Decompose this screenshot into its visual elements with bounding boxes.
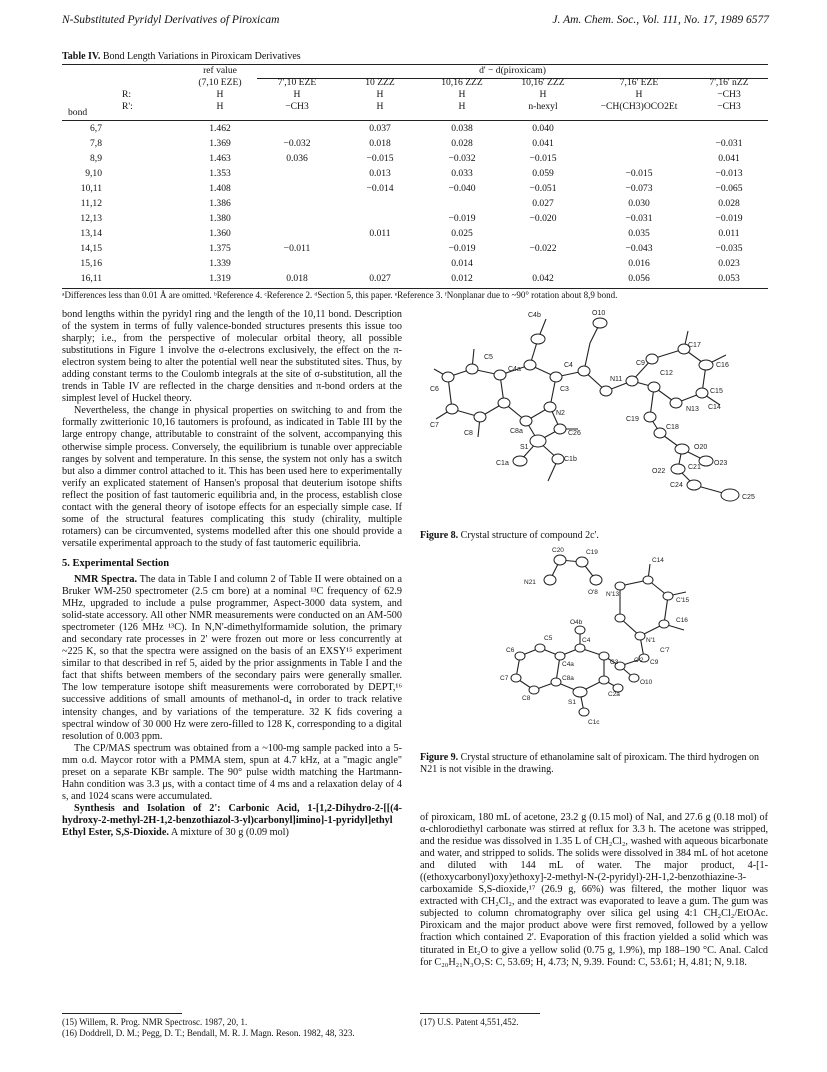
table-row-bond: 12,13 <box>80 213 102 224</box>
fig9-label: C7 <box>500 675 509 682</box>
bond-header: bond <box>68 107 88 118</box>
figure-8-crystal-structure <box>430 309 760 509</box>
table-cell: −0.020 <box>529 213 557 224</box>
table-cell: 0.011 <box>369 228 391 239</box>
fig8-label: N2 <box>556 410 565 417</box>
table-cell: 0.011 <box>718 228 740 239</box>
table-cell: 0.035 <box>628 228 650 239</box>
table-cell: 0.025 <box>451 228 473 239</box>
table-bottom-rule <box>62 288 768 289</box>
table-cell: 0.033 <box>451 168 473 179</box>
running-header-journal: J. Am. Chem. Soc., Vol. 111, No. 17, 1989 6577 <box>552 14 769 26</box>
fig9-label: C8a <box>562 675 574 682</box>
table-cell: 1.408 <box>209 183 231 194</box>
table-cell: −0.031 <box>715 138 743 149</box>
fig8-label: C1b <box>564 456 577 463</box>
table-cell: 0.040 <box>532 123 554 134</box>
bond-length-table <box>62 64 768 290</box>
references-left <box>62 1013 402 1038</box>
table-cell: 1.369 <box>209 138 231 149</box>
figure-9-caption <box>420 752 768 776</box>
table-cell: 0.036 <box>286 153 308 164</box>
table-cell: −0.015 <box>529 153 557 164</box>
references-right-rule <box>420 1013 540 1014</box>
fig9-label: S1 <box>568 699 576 706</box>
table-cell: 0.037 <box>369 123 391 134</box>
table-cell: 0.056 <box>628 273 650 284</box>
figure-8-caption-label: Figure 8. <box>420 530 459 541</box>
figure-9-labels <box>500 547 690 726</box>
fig9-label: O'8 <box>588 589 598 596</box>
left-paragraph-4: The CP/MAS spectrum was obtained from a ~100-mg sample packed into a 5-mm o.d. Maycor rotor with a PMMA stem, spun at 4.7 kHz, at a "magic angle" preset on a separate KBr sample. The 90° pulse width matching the Hartmann-Hahn condition was 3.3 μs, with a contact time of 4 ms and a relaxation delay of 4 s, and 1024 scans were accumulated. <box>62 742 402 802</box>
table-cell: −0.051 <box>529 183 557 194</box>
left-paragraph-1: bond lengths within the pyridyl ring and the length of the 10,11 bond. Description of the system in terms of fully valence-bonded structures presents this issue too sharply; i.e., from the perspective of molecular orbital theory, all possible substitutions in Figure 1 involve the σ-electrons exclusively, the effect on the π-electron system being to alter the potential well near the substituted sites. Thus, by adding constant terms to the Coulomb integrals at the site of σ-substitution, all the trends in Table IV are reflected in the charge densities and π-bond orders at the simplest level of Huckel theory. <box>62 309 402 405</box>
table-cell: 0.027 <box>369 273 391 284</box>
fig9-label: N'13 <box>606 591 620 598</box>
fig8-label: C6 <box>430 386 439 393</box>
row-label-r: R: <box>122 89 132 100</box>
table-cell: −0.040 <box>448 183 476 194</box>
fig9-label: C8 <box>522 695 531 702</box>
table-cell: −0.073 <box>625 183 653 194</box>
fig8-label: O10 <box>592 310 606 317</box>
table-row-bond: 13,14 <box>80 228 102 239</box>
fig8-label: C8a <box>510 428 523 435</box>
column-header-top: 7',10 EZE <box>277 77 317 88</box>
diff-header: d' − d(piroxicam) <box>479 65 546 76</box>
reference-17: (17) U.S. Patent 4,551,452. <box>420 1017 519 1027</box>
fig9-label: O10 <box>640 679 653 686</box>
section-title: 5. Experimental Section <box>62 557 170 569</box>
table-cell: 1.353 <box>209 168 231 179</box>
fig8-label: C17 <box>688 342 701 349</box>
fig9-label: C6 <box>506 647 515 654</box>
reference-15: (15) Willem, R. Prog. NMR Spectrosc. 1987, 20, 1. <box>62 1017 248 1027</box>
table-row-bond: 11,12 <box>80 198 102 209</box>
table-cell: −0.015 <box>625 168 653 179</box>
fig8-label: C12 <box>660 370 673 377</box>
table-cell: 0.059 <box>532 168 554 179</box>
fig8-label: C1a <box>496 460 509 467</box>
table-cell: −0.032 <box>448 153 476 164</box>
nmr-spectra-lead: NMR Spectra. <box>74 573 138 585</box>
table-row-bond: 10,11 <box>80 183 102 194</box>
fig8-label: S1 <box>520 444 529 451</box>
fig8-label: N11 <box>610 376 623 383</box>
table-cell: 1.375 <box>209 243 231 254</box>
running-header <box>62 14 769 30</box>
fig8-label: C14 <box>708 404 721 411</box>
running-header-title: N-Substituted Pyridyl Derivatives of Piroxicam <box>62 14 280 26</box>
table-header-rule <box>62 120 768 121</box>
figure-9-caption-label: Figure 9. <box>420 752 459 763</box>
fig9-label: C2a <box>608 691 620 698</box>
table-cell: 0.014 <box>451 258 473 269</box>
reference-16: (16) Doddrell, D. M.; Pegg, D. T.; Bendall, M. R. J. Magn. Reson. 1982, 48, 323. <box>62 1027 355 1038</box>
table-cell: 0.016 <box>628 258 650 269</box>
column-header-rp: −CH(CH3)OCO2Et <box>600 101 678 112</box>
table-cell: 0.018 <box>369 138 391 149</box>
column-header-r: H <box>635 89 643 100</box>
fig9-label: C20 <box>552 547 564 554</box>
table-caption-text: Bond Length Variations in Piroxicam Derivatives <box>102 51 301 62</box>
figure-9-crystal-structure <box>500 540 720 730</box>
fig8-label: C8 <box>464 430 473 437</box>
table-cell: −0.015 <box>366 153 394 164</box>
table-cell: 1.463 <box>209 153 231 164</box>
column-header-top: 10,16' ZZZ <box>521 77 565 88</box>
table-top-rule <box>62 64 768 65</box>
fig8-label: C7 <box>430 422 439 429</box>
table-cell: 0.038 <box>451 123 473 134</box>
table-cell: 0.030 <box>628 198 650 209</box>
table-cell: 0.023 <box>718 258 740 269</box>
table-cell: 0.028 <box>718 198 740 209</box>
fig9-label: C19 <box>586 549 598 556</box>
table-cell: 1.380 <box>209 213 231 224</box>
column-header-r: H <box>376 89 384 100</box>
table-cell: 0.041 <box>718 153 740 164</box>
fig8-label: C21 <box>688 464 701 471</box>
left-column <box>62 309 402 839</box>
ref-value-header-3: H <box>216 101 224 112</box>
right-paragraph-1: of piroxicam, 180 mL of acetone, 23.2 g (0.15 mol) of NaI, and 27.6 g (0.18 mol) of α-chlorodiethyl carbonate was stirred at reflux for 3.3 h. The acetone was stripped, and the residue was dissolved in 1.35 L of CH₂Cl₂, washed with aqueous bicarbonate and water, and stripped to solids. The solids were dissolved in 384 mL of hot acetone and diluted with 144 mL of water. The major product, 4-[1-((ethoxycarbonyl)oxy)ethoxy]-2-methyl-N-(2-pyridyl)-2H-1,2-benzothiazine-3-carboxamide S,S-dioxide,¹⁷ (26.9 g, 66%) was filtered, the mother liquor was extracted with CH₂Cl₂, and the extract was evaporated to leave a gum. The gum was subjected to column chromatography over silica gel using 4:1 CH₂Cl₂/EtOAc. Piroxicam and the major product above were first removed, followed by a yellow fraction which contained 2'. Evaporation of this fraction yielded a solid which was titurated in Et₂O to give a yellow solid (0.75 g, 1.9%), mp 188–190 °C. Anal. Calcd for C₂₀H₂₁N₃O₇S: C, 53.69; H, 4.73; N, 9.39. Found: C, 53.61; H, 4.81; N, 9.18. <box>420 812 768 968</box>
table-cell: 0.042 <box>532 273 554 284</box>
fig9-label: C9 <box>650 659 659 666</box>
table-cell: −0.011 <box>283 243 311 254</box>
table-footnote: ᵃDifferences less than 0.01 Å are omitted. ᵇReference 4. ᶜReference 2. ᵈSection 5, this paper. ᵉReference 3. ᶠNonplanar due to ~90° rotation about 8,9 bond. <box>62 290 618 300</box>
table-cell: 0.013 <box>369 168 391 179</box>
synthesis-lead: Synthesis and Isolation of 2': Carbonic Acid, 1-[1,2-Dihydro-2-[[(4-hydroxy-2-methyl-2H-1,2-benzothiazol-3-yl)carbonyl]imino]-1-pyridyl]ethyl Ethyl Ester, S,S-Dioxide. <box>62 802 402 838</box>
column-header-rp: H <box>458 101 466 112</box>
ref-value-header-1: (7,10 EZE) <box>198 77 242 88</box>
references-right <box>420 1013 768 1028</box>
table-caption-label: Table IV. <box>62 51 101 62</box>
fig9-label: C'2 <box>634 657 644 664</box>
table-cell: −0.013 <box>715 168 743 179</box>
ref-value-header-2: H <box>216 89 224 100</box>
fig9-label: C14 <box>652 557 664 564</box>
table-cell: −0.022 <box>529 243 557 254</box>
fig8-label: C16 <box>716 362 729 369</box>
fig9-label: C1c <box>588 719 600 726</box>
column-header-rp: n-hexyl <box>528 101 558 112</box>
fig8-label: C3 <box>560 386 569 393</box>
column-header-rp: H <box>376 101 384 112</box>
table-cell: 0.041 <box>532 138 554 149</box>
fig8-label: C4 <box>564 362 573 369</box>
column-header-top: 10 ZZZ <box>365 77 395 88</box>
table-cell: 0.018 <box>286 273 308 284</box>
fig9-label: C3 <box>610 659 619 666</box>
fig9-label: C'7 <box>660 647 670 654</box>
table-row-bond: 6,7 <box>90 123 102 134</box>
fig9-label: N21 <box>524 579 536 586</box>
table-cell: 0.028 <box>451 138 473 149</box>
right-column <box>420 812 768 969</box>
table-cell: 1.360 <box>209 228 231 239</box>
nmr-spectra-text: The data in Table I and column 2 of Table II were obtained on a Bruker WM-250 spectrometer (2.5 cm bore) at a nominal ¹³C frequency of 62.9 MHz, upgraded to include a pulse programmer, Aspect-3000 data system, and solid-state accessory. All other NMR measurements were conducted on an AM-500 spectrometer (126 MHz ¹³C). In N,N'-dimethylformamide solution, the primary and secondary rate processes in 2' were frozen out more or less concurrently at ~225 K, so that the spectra were assigned on the basis of an EXSY¹⁵ experiment similar to that described in ref 5, aided by the prior assignments in Table I and the fact that shifts between members of the secondary pairs were generally smaller. The low temperature isotope shift measurements were corroborated by DEPT,¹⁶ successive additions of small amounts of methanol-d₄ in order to track relative intensity changes, and by variations of the temperature. 32 K fids covering a spectral window of 30 000 Hz were zero-filled to 128 K, corresponding to a digital resolution of 0.003 ppm. <box>62 573 402 742</box>
table-cell: −0.035 <box>715 243 743 254</box>
column-header-r: H <box>458 89 466 100</box>
table-cell: −0.019 <box>448 243 476 254</box>
table-cell: −0.043 <box>625 243 653 254</box>
fig9-label: C5 <box>544 635 553 642</box>
fig8-label: C9 <box>636 360 645 367</box>
table-caption <box>62 51 301 62</box>
table-cell: −0.065 <box>715 183 743 194</box>
table-cell: −0.019 <box>715 213 743 224</box>
fig8-label: C25 <box>742 494 755 501</box>
column-header-r: H <box>539 89 547 100</box>
table-cell: 1.386 <box>209 198 231 209</box>
synthesis-text: A mixture of 30 g (0.09 mol) <box>168 826 289 838</box>
table-row-bond: 16,11 <box>80 273 102 284</box>
fig9-label: O4b <box>570 619 583 626</box>
table-cell: 0.027 <box>532 198 554 209</box>
fig9-label: C16 <box>676 617 688 624</box>
column-header-top: 10,16 ZZZ <box>441 77 483 88</box>
fig8-label: N13 <box>686 406 699 413</box>
table-row-bond: 8,9 <box>90 153 102 164</box>
fig8-label: C4b <box>528 312 541 319</box>
fig8-label: O22 <box>652 468 666 475</box>
table-row-bond: 9,10 <box>85 168 102 179</box>
fig8-label: C15 <box>710 388 723 395</box>
table-row-bond: 7,8 <box>90 138 102 149</box>
fig9-label: C4 <box>582 637 591 644</box>
fig8-label: O20 <box>694 444 708 451</box>
fig8-label: C24 <box>670 482 683 489</box>
fig8-label: C19 <box>626 416 639 423</box>
left-paragraph-5 <box>62 803 402 839</box>
figure-8-caption-text: Crystal structure of compound 2c'. <box>460 530 599 541</box>
row-label-rp: R': <box>122 101 133 112</box>
table-row-bond: 15,16 <box>80 258 102 269</box>
table-cell: −0.031 <box>625 213 653 224</box>
column-header-r: −CH3 <box>717 89 741 100</box>
table-cell: 0.053 <box>718 273 740 284</box>
table-cell: 0.012 <box>451 273 473 284</box>
left-paragraph-3 <box>62 574 402 743</box>
references-left-rule <box>62 1013 182 1014</box>
table-cell: −0.014 <box>366 183 394 194</box>
fig8-label: C18 <box>666 424 679 431</box>
fig8-label: C4a <box>508 366 521 373</box>
table-cell: 1.339 <box>209 258 231 269</box>
table-cell: 1.319 <box>209 273 231 284</box>
table-row-bond: 14,15 <box>80 243 102 254</box>
fig9-label: C4a <box>562 661 574 668</box>
column-header-r: H <box>293 89 301 100</box>
table-cell: −0.019 <box>448 213 476 224</box>
fig8-label: C26 <box>568 430 581 437</box>
fig9-label: C'15 <box>676 597 690 604</box>
fig8-label: C5 <box>484 354 493 361</box>
column-header-rp: −CH3 <box>285 101 309 112</box>
left-paragraph-2: Nevertheless, the change in physical properties on switching to and from the formally zwitterionic 10,16 tautomers is profound, as indicated in Table III by the large entropy change, attributable to constraint of the solvent, accompanying this otherwise simple process. Conversely, the equilibrium is tunable over appreciable ranges by solvent and temperature. In this sense, the system not only has a switch but also a dimmer control attached to it. This has been used here to experimentally verify an explicated statement of Hansen's proposal that deuterium isotope shifts reflect the position of fast tautomeric equilibria and, in the process, establish close contact with the general theory of isotope effects for an especially simple case. If some of the structural features complicating this study (chirality, multiple rotamers) can be circumvented, systems modelled after this one should provide a versatile experimental approach to the study of fast tautomeric equilibria. <box>62 405 402 549</box>
fig8-label: O23 <box>714 460 728 467</box>
figure-9-caption-text: Crystal structure of ethanolamine salt of piroxicam. The third hydrogen on N21 is not visible in the drawing. <box>420 752 760 775</box>
column-header-top: 7,16' EZE <box>619 77 659 88</box>
column-header-rp: −CH3 <box>717 101 741 112</box>
table-cell: 1.462 <box>209 123 231 134</box>
column-header-top: 7',16' nZZ <box>709 77 749 88</box>
table-cell: −0.032 <box>283 138 311 149</box>
fig9-label: N'1 <box>646 637 656 644</box>
ref-value-header-0: ref value <box>203 65 237 76</box>
